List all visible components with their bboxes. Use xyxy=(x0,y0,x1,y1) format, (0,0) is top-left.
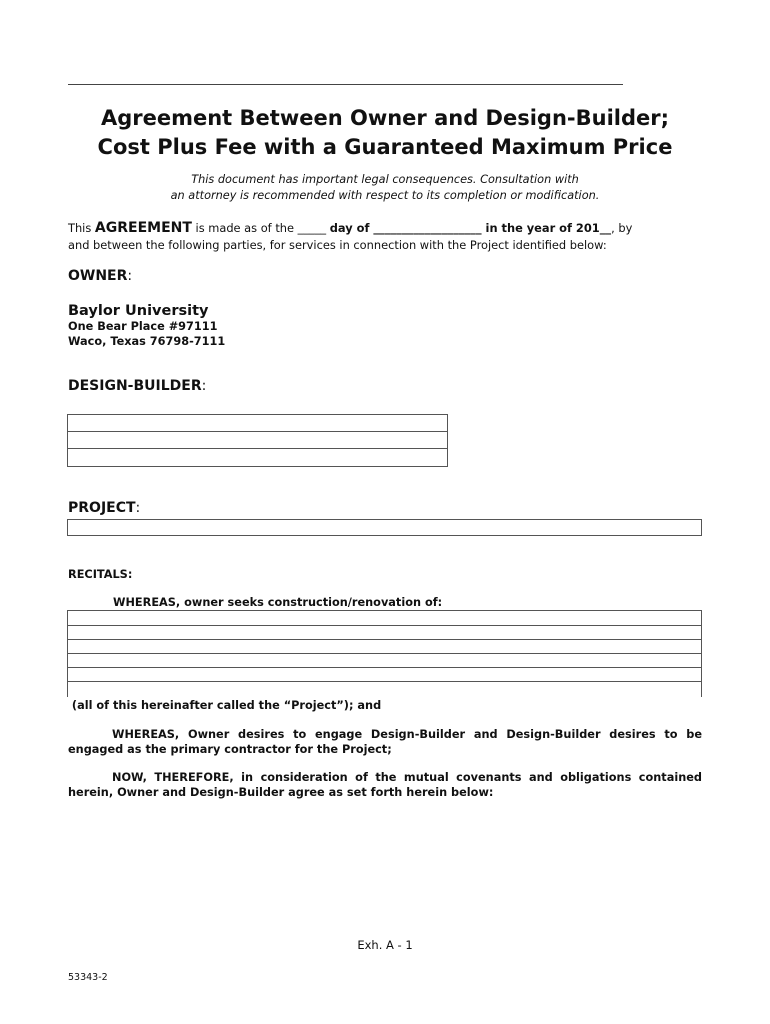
construction-field-1[interactable] xyxy=(68,611,701,626)
owner-heading-label: OWNER xyxy=(68,268,128,284)
project-heading-label: PROJECT xyxy=(68,500,136,516)
construction-field-2[interactable] xyxy=(68,626,701,640)
owner-address-line-2: Waco, Texas 76798-7111 xyxy=(68,335,226,348)
whereas-construction: WHEREAS, owner seeks construction/renovation of: xyxy=(113,596,443,609)
notice-line-1: This document has important legal consequences. Consultation with xyxy=(191,173,579,186)
top-rule xyxy=(68,84,623,85)
project-heading xyxy=(68,500,140,516)
design-builder-heading-colon: : xyxy=(201,378,207,394)
recitals-heading: RECITALS: xyxy=(68,568,133,581)
design-builder-heading-label: DESIGN-BUILDER xyxy=(68,378,202,394)
intro-this: This xyxy=(68,221,95,235)
title-line-2: Cost Plus Fee with a Guaranteed Maximum Price xyxy=(97,135,673,159)
document-number: 53343-2 xyxy=(68,972,108,983)
notice-line-2: an attorney is recommended with respect to its completion or modification. xyxy=(170,189,600,202)
intro-made-as-of: is made as of the _____ xyxy=(191,221,330,235)
owner-name: Baylor University xyxy=(68,303,209,319)
title-line-1: Agreement Between Owner and Design-Builder; xyxy=(100,106,669,130)
construction-field-box xyxy=(67,610,702,697)
construction-field-4[interactable] xyxy=(68,654,701,668)
intro-by: , by xyxy=(611,221,633,235)
design-builder-heading xyxy=(68,378,206,394)
owner-heading-colon: : xyxy=(127,268,133,284)
project-heading-colon: : xyxy=(135,500,141,516)
owner-address xyxy=(68,319,225,349)
agreement-word: AGREEMENT xyxy=(94,220,192,236)
project-field[interactable] xyxy=(67,519,702,536)
intro-paragraph xyxy=(68,220,708,254)
design-builder-field-box xyxy=(67,414,448,467)
design-builder-field-2[interactable] xyxy=(68,432,447,449)
construction-field-6[interactable] xyxy=(68,682,701,697)
owner-address-line-1: One Bear Place #97111 xyxy=(68,320,218,333)
construction-field-3[interactable] xyxy=(68,640,701,654)
page-label: Exh. A - 1 xyxy=(357,938,413,952)
document-title xyxy=(40,104,730,162)
owner-heading xyxy=(68,268,132,284)
design-builder-field-3[interactable] xyxy=(68,449,447,466)
whereas-engage-paragraph: WHEREAS, Owner desires to engage Design-Builder and Design-Builder desires to be engaged as the primary contractor for the Project; xyxy=(68,728,702,756)
intro-day-of: day of ___________________ in the year of 201__ xyxy=(329,221,612,235)
legal-notice xyxy=(40,172,730,204)
now-therefore-paragraph: NOW, THEREFORE, in consideration of the mutual covenants and obligations contained herein, Owner and Design-Builder agree as set forth herein below: xyxy=(68,771,702,799)
project-called-text: (all of this hereinafter called the “Project”); and xyxy=(68,699,382,712)
design-builder-field-1[interactable] xyxy=(68,415,447,432)
intro-line-2: and between the following parties, for services in connection with the Project identified below: xyxy=(68,238,607,252)
construction-field-5[interactable] xyxy=(68,668,701,682)
